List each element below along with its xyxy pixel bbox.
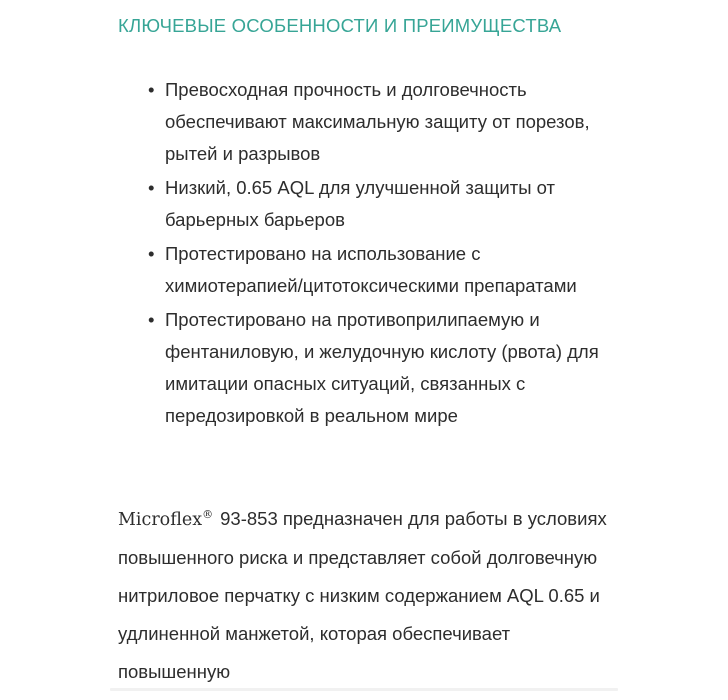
brand-name: Microflex — [118, 510, 203, 530]
list-item-text: Протестировано на противоприлипаемую и фентаниловую, и желудочную кислоту (рвота) для имитации опасных ситуаций, связанных с передозировкой в реальном мире — [165, 309, 599, 426]
feature-list — [118, 74, 604, 432]
list-item-text: Превосходная прочность и долговечность обеспечивают максимальную защиту от порезов, рытей и разрывов — [165, 79, 590, 164]
bullet-icon: • — [148, 243, 155, 264]
list-item-text: Низкий, 0.65 AQL для улучшенной защиты от барьерных барьеров — [165, 177, 556, 230]
list-item — [118, 304, 604, 432]
list-item — [118, 74, 604, 170]
list-item — [118, 172, 604, 236]
bullet-icon: • — [148, 309, 155, 330]
product-description — [118, 500, 610, 691]
key-features-section — [118, 0, 618, 426]
list-item-text: Протестировано на использование с химиотерапией/цитотоксическими препаратами — [165, 243, 577, 296]
bullet-icon: • — [148, 177, 155, 198]
bullet-icon: • — [148, 79, 155, 100]
page-title: КЛЮЧЕВЫЕ ОСОБЕННОСТИ И ПРЕИМУЩЕСТВА — [118, 15, 562, 36]
list-item — [118, 238, 604, 302]
bottom-divider — [110, 688, 618, 691]
registered-trademark-icon: ® — [202, 507, 214, 521]
product-description-text: 93-853 предназначен для работы в условиях повышенного риска и представляет собой долговечную нитриловое перчатку с низким содержанием AQL 0.65 и удлиненной манжетой, которая обеспечивает повышенную — [118, 508, 607, 682]
